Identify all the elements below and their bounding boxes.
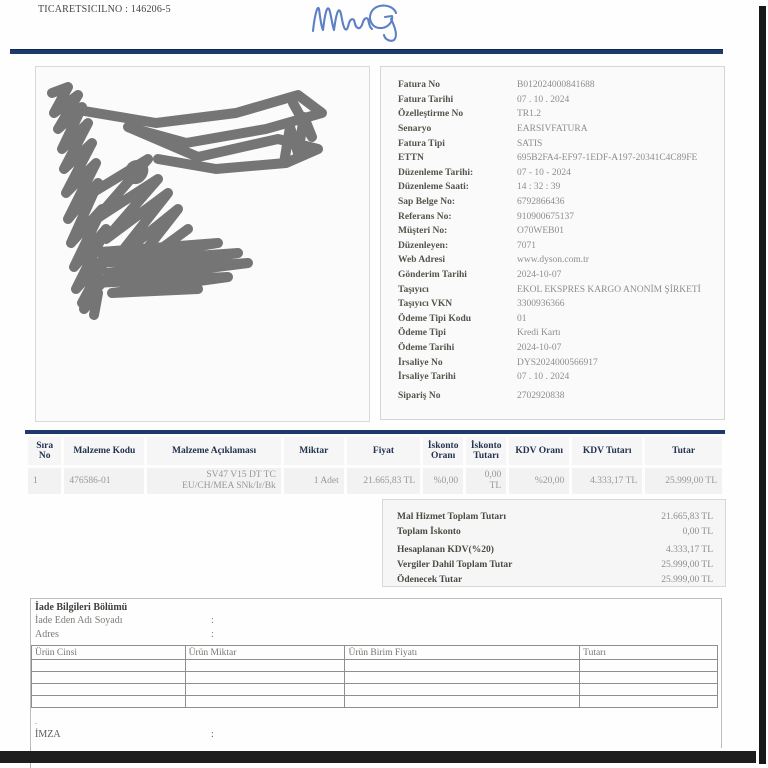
detail-value: 2024-10-07: [517, 342, 562, 353]
detail-label: Ödeme Tarihi: [398, 342, 455, 353]
invoice-detail-row: [381, 93, 724, 108]
empty-return-row: [32, 672, 718, 684]
detail-label: İrsaliye Tarihi: [398, 372, 456, 383]
invoice-detail-row: [381, 195, 724, 210]
total-label: Toplam İskonto: [397, 526, 461, 537]
invoice-detail-row: [381, 107, 724, 122]
detail-label: Taşıyıcı: [398, 284, 429, 295]
column-header: Malzeme Açıklaması: [147, 437, 280, 465]
item-cell: 21.665,83 TL: [347, 468, 420, 494]
empty-cell: [345, 696, 580, 708]
detail-value: 910900675137: [517, 211, 574, 222]
empty-return-row: [32, 696, 718, 708]
return-items-table: [31, 645, 718, 708]
detail-value: 07 . 10 . 2024: [517, 372, 570, 383]
return-column-header: Ürün Miktar: [185, 646, 345, 660]
detail-value: TR1.2: [517, 109, 542, 120]
return-section-title: İade Bilgileri Bölümü: [35, 602, 128, 613]
item-cell: SV47 V15 DT TC EU/CH/MEA SNk/Ir/Bk: [147, 468, 280, 494]
bottom-scan-bar: [0, 751, 756, 763]
detail-label: Ödeme Tipi: [398, 328, 446, 339]
detail-value: 07 - 10 - 2024: [517, 167, 571, 178]
item-cell: 4.333,17 TL: [572, 468, 642, 494]
right-scan-bar: [759, 6, 766, 764]
item-cell: 1 Adet: [284, 468, 344, 494]
colon-separator: :: [211, 629, 214, 640]
invoice-detail-row: [381, 224, 724, 239]
empty-cell: [185, 672, 345, 684]
total-value: 4.333,17 TL: [665, 544, 713, 555]
return-column-header: Tutarı: [580, 646, 718, 660]
column-header: İskonto Oranı: [423, 437, 463, 465]
invoice-detail-row: [381, 326, 724, 341]
total-value: 25.999,00 TL: [661, 575, 713, 586]
column-header: Miktar: [284, 437, 344, 465]
detail-label: Fatura No: [398, 80, 440, 91]
return-table-header-row: [32, 646, 718, 660]
invoice-detail-row: [381, 312, 724, 327]
detail-value: 14 : 32 : 39: [517, 182, 561, 193]
detail-value: Kredi Kartı: [517, 328, 561, 339]
empty-cell: [32, 672, 186, 684]
imza-label: İMZA: [35, 729, 61, 740]
column-header: Malzeme Kodu: [64, 437, 144, 465]
empty-cell: [32, 684, 186, 696]
detail-label: Özelleştirme No: [398, 109, 464, 120]
detail-value: www.dyson.com.tr: [517, 255, 589, 266]
detail-label: Düzenleme Saati:: [398, 182, 469, 193]
detail-value: 3300936366: [517, 299, 565, 310]
empty-cell: [32, 696, 186, 708]
detail-label: Müşteri No:: [398, 226, 448, 237]
return-address-label: Adres: [35, 629, 59, 640]
empty-cell: [32, 660, 186, 672]
signature-line: [31, 729, 721, 740]
detail-label: Web Adresi: [398, 255, 446, 266]
return-column-header: Ürün Birim Fiyatı: [345, 646, 580, 660]
column-header: Tutar: [645, 437, 722, 465]
column-header: Fiyat: [347, 437, 420, 465]
empty-cell: [580, 684, 718, 696]
detail-label: Düzenleme Tarihi:: [398, 167, 474, 178]
detail-value: 01: [517, 313, 527, 324]
invoice-detail-row: [381, 180, 724, 195]
invoice-detail-row: [381, 78, 724, 93]
empty-cell: [580, 672, 718, 684]
top-divider-bar: [10, 49, 723, 54]
detail-value: 07 . 10 . 2024: [517, 94, 570, 105]
invoice-detail-row: [381, 136, 724, 151]
total-label: Ödenecek Tutar: [397, 575, 463, 586]
empty-cell: [185, 684, 345, 696]
signature-scribble-icon: [306, 0, 416, 46]
invoice-detail-row: [381, 122, 724, 137]
detail-label: Fatura Tarihi: [398, 94, 454, 105]
items-header-row: [28, 437, 722, 465]
total-row: [383, 573, 725, 588]
empty-cell: [185, 660, 345, 672]
detail-value: 7071: [517, 240, 536, 251]
stray-mark: .: [35, 716, 38, 726]
invoice-detail-row: [381, 151, 724, 166]
invoice-detail-row: [381, 209, 724, 224]
detail-value: O70WEB01: [517, 226, 564, 237]
detail-value: SATIS: [517, 138, 543, 149]
item-row: [28, 468, 722, 494]
detail-value: 2702920838: [517, 390, 565, 401]
empty-cell: [345, 660, 580, 672]
invoice-details-panel: [380, 66, 725, 420]
invoice-detail-row: [381, 166, 724, 181]
empty-cell: [185, 696, 345, 708]
detail-value: DYS2024000566917: [517, 357, 598, 368]
detail-value: 2024-10-07: [517, 270, 562, 281]
invoice-detail-row: [381, 239, 724, 254]
detail-label: ETTN: [398, 153, 424, 164]
return-name-field: [31, 615, 721, 629]
empty-cell: [345, 684, 580, 696]
total-row: [383, 509, 725, 524]
trade-registry-number: TICARETSICILNO : 146206-5: [38, 4, 171, 15]
detail-value: B012024000841688: [517, 80, 595, 91]
column-header: İskonto Tutarı: [466, 437, 506, 465]
item-cell: %20,00: [509, 468, 569, 494]
detail-value: 695B2FA4-EF97-1EDF-A197-20341C4C89FE: [517, 153, 698, 164]
total-label: Mal Hizmet Toplam Tutarı: [397, 511, 506, 522]
redacted-customer-panel: [35, 66, 370, 422]
empty-cell: [345, 672, 580, 684]
invoice-detail-row: [381, 253, 724, 268]
detail-label: Gönderim Tarihi: [398, 270, 467, 281]
invoice-detail-row: [381, 297, 724, 312]
detail-label: Fatura Tipi: [398, 138, 445, 149]
empty-return-row: [32, 684, 718, 696]
return-info-section: [30, 598, 722, 748]
line-items-table: [25, 430, 725, 497]
total-label: Hesaplanan KDV(%20): [397, 544, 494, 555]
invoice-detail-row: [381, 282, 724, 297]
column-header: Sıra No: [28, 437, 61, 465]
detail-label: Sipariş No: [398, 390, 441, 401]
detail-value: EARSIVFATURA: [517, 124, 588, 135]
total-row: [383, 558, 725, 573]
detail-value: 6792866436: [517, 197, 565, 208]
total-value: 0,00 TL: [682, 526, 713, 537]
invoice-detail-row: [381, 370, 724, 385]
return-name-label: İade Eden Adı Soyadı: [35, 615, 123, 626]
invoice-detail-row: [381, 355, 724, 370]
column-header: KDV Oranı: [509, 437, 569, 465]
total-row: [383, 524, 725, 539]
item-cell: %0,00: [423, 468, 463, 494]
item-cell: 25.999,00 TL: [645, 468, 722, 494]
detail-label: Senaryo: [398, 124, 432, 135]
invoice-detail-row: [381, 341, 724, 356]
detail-value: EKOL EKSPRES KARGO ANONİM ŞİRKETİ: [517, 284, 701, 295]
detail-label: Ödeme Tipi Kodu: [398, 313, 472, 324]
return-column-header: Ürün Cinsi: [32, 646, 186, 660]
detail-label: İrsaliye No: [398, 357, 443, 368]
colon-separator: :: [211, 615, 214, 626]
total-row: [383, 542, 725, 557]
empty-cell: [580, 696, 718, 708]
return-address-field: [31, 629, 721, 643]
detail-label: Sap Belge No:: [398, 197, 455, 208]
empty-return-row: [32, 660, 718, 672]
detail-label: Taşıyıcı VKN: [398, 299, 453, 310]
column-header: KDV Tutarı: [572, 437, 642, 465]
item-cell: 1: [28, 468, 61, 494]
totals-summary-box: [382, 499, 726, 587]
invoice-detail-row: [381, 388, 724, 403]
detail-label: Referans No:: [398, 211, 452, 222]
total-label: Vergiler Dahil Toplam Tutar: [397, 560, 513, 571]
total-value: 21.665,83 TL: [661, 511, 713, 522]
empty-cell: [580, 660, 718, 672]
item-cell: 0,00 TL: [466, 468, 506, 494]
item-cell: 476586-01: [64, 468, 144, 494]
detail-label: Düzenleyen:: [398, 240, 449, 251]
colon-separator: :: [211, 729, 214, 740]
redaction-scribble-icon: [36, 67, 369, 421]
total-value: 25.999,00 TL: [661, 560, 713, 571]
invoice-detail-row: [381, 268, 724, 283]
